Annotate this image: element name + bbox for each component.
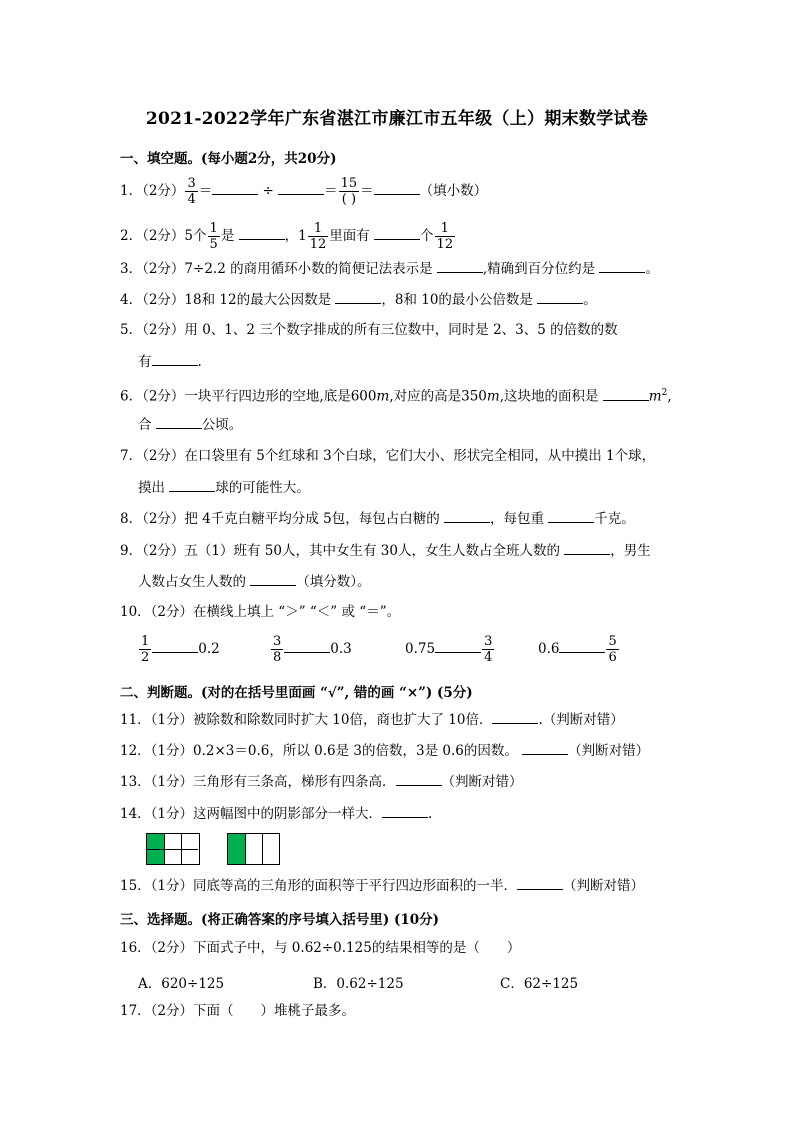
q5-blank[interactable] [152,351,198,366]
question-9: 9．（2分）五（1）班有 50人，其中女生有 30人，女生人数占全班人数的 ，男生 [120,540,651,561]
q4-blank-1[interactable] [335,289,381,304]
q10-blank-2[interactable] [284,638,330,653]
question-9-line-2: 人数占女生人数的 （填分数）。 [138,571,371,592]
question-10: 10．（2分）在横线上填上 “＞” “＜” 或 “＝”。 [120,604,401,620]
question-17: 17．（2分）下面（ ）堆桃子最多。 [120,1003,356,1019]
q10-blank-1[interactable] [152,638,198,653]
section-fill-in: 一、填空题。(每小题2分，共20分) [120,151,337,167]
q9-blank-2[interactable] [250,571,296,586]
q9-blank-1[interactable] [564,540,610,555]
question-1: 1．（2分） $\frac{3}{4}$ ＝ ÷ ＝ $\frac{15}{( )}$ ＝ （填小数） [120,176,488,207]
q1-blank-1[interactable] [212,180,258,195]
q16-option-c[interactable]: C．62÷125 [500,976,579,992]
q2-blank-1[interactable] [239,225,285,240]
question-5: 5．（2分）用 0、1、2 三个数字排成的所有三位数中，同时是 2、3、5 的倍数的数 [120,322,618,338]
q14-blank[interactable] [382,803,428,818]
section-true-false: 二、判断题。(对的在括号里面画 “√”, 错的画 “×”) (5分) [120,685,473,701]
q13-blank[interactable] [396,771,442,786]
question-3: 3．（2分）7÷2.2 的商用循环小数的简便记法表示是 ,精确到百分位约是 。 [120,258,659,279]
question-7: 7．（2分）在口袋里有 5个红球和 3个白球，它们大小、形状完全相同，从中摸出 1个球， [120,448,656,464]
q3-blank-2[interactable] [599,258,645,273]
page-title: 2021-2022学年广东省湛江市廉江市五年级（上）期末数学试卷 [145,109,649,129]
q6-blank-2[interactable] [156,414,202,429]
q16-option-a[interactable]: A．620÷125 [138,976,225,992]
q1-blank-2[interactable] [278,180,324,195]
question-14: 14．（1分）这两幅图中的阴影部分一样大． . [120,803,432,824]
question-11: 11．（1分）被除数和除数同时扩大 10倍，商也扩大了 10倍． .（判断对错） [120,709,624,730]
q2-fraction-3: $\frac{1}{12}$ [436,221,454,252]
q6-blank-1[interactable] [603,386,649,401]
question-13: 13．（1分）三角形有三条高，梯形有四条高． （判断对错） [120,771,523,792]
question-4: 4．（2分）18和 12的最大公因数是 ，8和 10的最小公倍数是 。 [120,289,597,310]
question-5-line-2: 有 . [138,351,202,372]
question-16: 16．（2分）下面式子中，与 0.62÷0.125的结果相等的是（ ） [120,940,521,956]
q11-blank[interactable] [492,709,538,724]
q8-blank-2[interactable] [548,508,594,523]
section-multiple-choice: 三、选择题。(将正确答案的序号填入括号里) (10分) [120,912,440,928]
q15-blank[interactable] [517,875,563,890]
shaded-figure-2 [227,833,280,865]
q1-fraction-1: $\frac{3}{4}$ [187,176,196,207]
question-2: 2．（2分）5个 $\frac{1}{5}$ 是 ，1 $\frac{1}{12}$ 里面有 个 $\frac{1}{12}$ [120,221,454,252]
q10-compare-1: $\frac{1}{2}$ 0.2 [141,634,220,665]
q1-fraction-2: $\frac{15}{( )}$ [340,176,358,207]
q2-fraction-1: $\frac{1}{5}$ [209,221,218,252]
q1-prefix: 1．（2分） [120,183,185,199]
q16-option-b[interactable]: B．0.62÷125 [313,976,404,992]
q7-blank[interactable] [169,477,215,492]
question-12: 12．（1分）0.2×3＝0.6，所以 0.6是 3的倍数，3是 0.6的因数。 （判断对错） [120,740,649,761]
q10-compare-2: $\frac{3}{8}$ 0.3 [273,634,352,665]
question-7-line-2: 摸出 球的可能性大。 [138,477,310,498]
question-8: 8．（2分）把 4千克白糖平均分成 5包，每包占白糖的 ，每包重 千克。 [120,508,635,529]
q10-compare-3: 0.75 $\frac{3}{4}$ [405,634,493,665]
q2-fraction-2: $\frac{1}{12}$ [309,221,327,252]
q2-blank-2[interactable] [374,225,420,240]
question-6-line-2: 合 公顷。 [138,414,242,435]
q10-blank-3[interactable] [435,638,481,653]
q12-blank[interactable] [522,740,568,755]
q10-blank-4[interactable] [559,638,605,653]
q4-blank-2[interactable] [537,289,583,304]
q1-blank-3[interactable] [374,180,420,195]
question-6: 6．（2分）一块平行四边形的空地,底是600m,对应的高是350m,这块地的面积是 $m^2$, [120,383,672,407]
q10-compare-4: 0.6 $\frac{5}{6}$ [538,634,617,665]
q8-blank-1[interactable] [444,508,490,523]
shaded-figure-1 [146,833,200,865]
q3-blank-1[interactable] [437,258,483,273]
question-15: 15．（1分）同底等高的三角形的面积等于平行四边形面积的一半． （判断对错） [120,875,644,896]
